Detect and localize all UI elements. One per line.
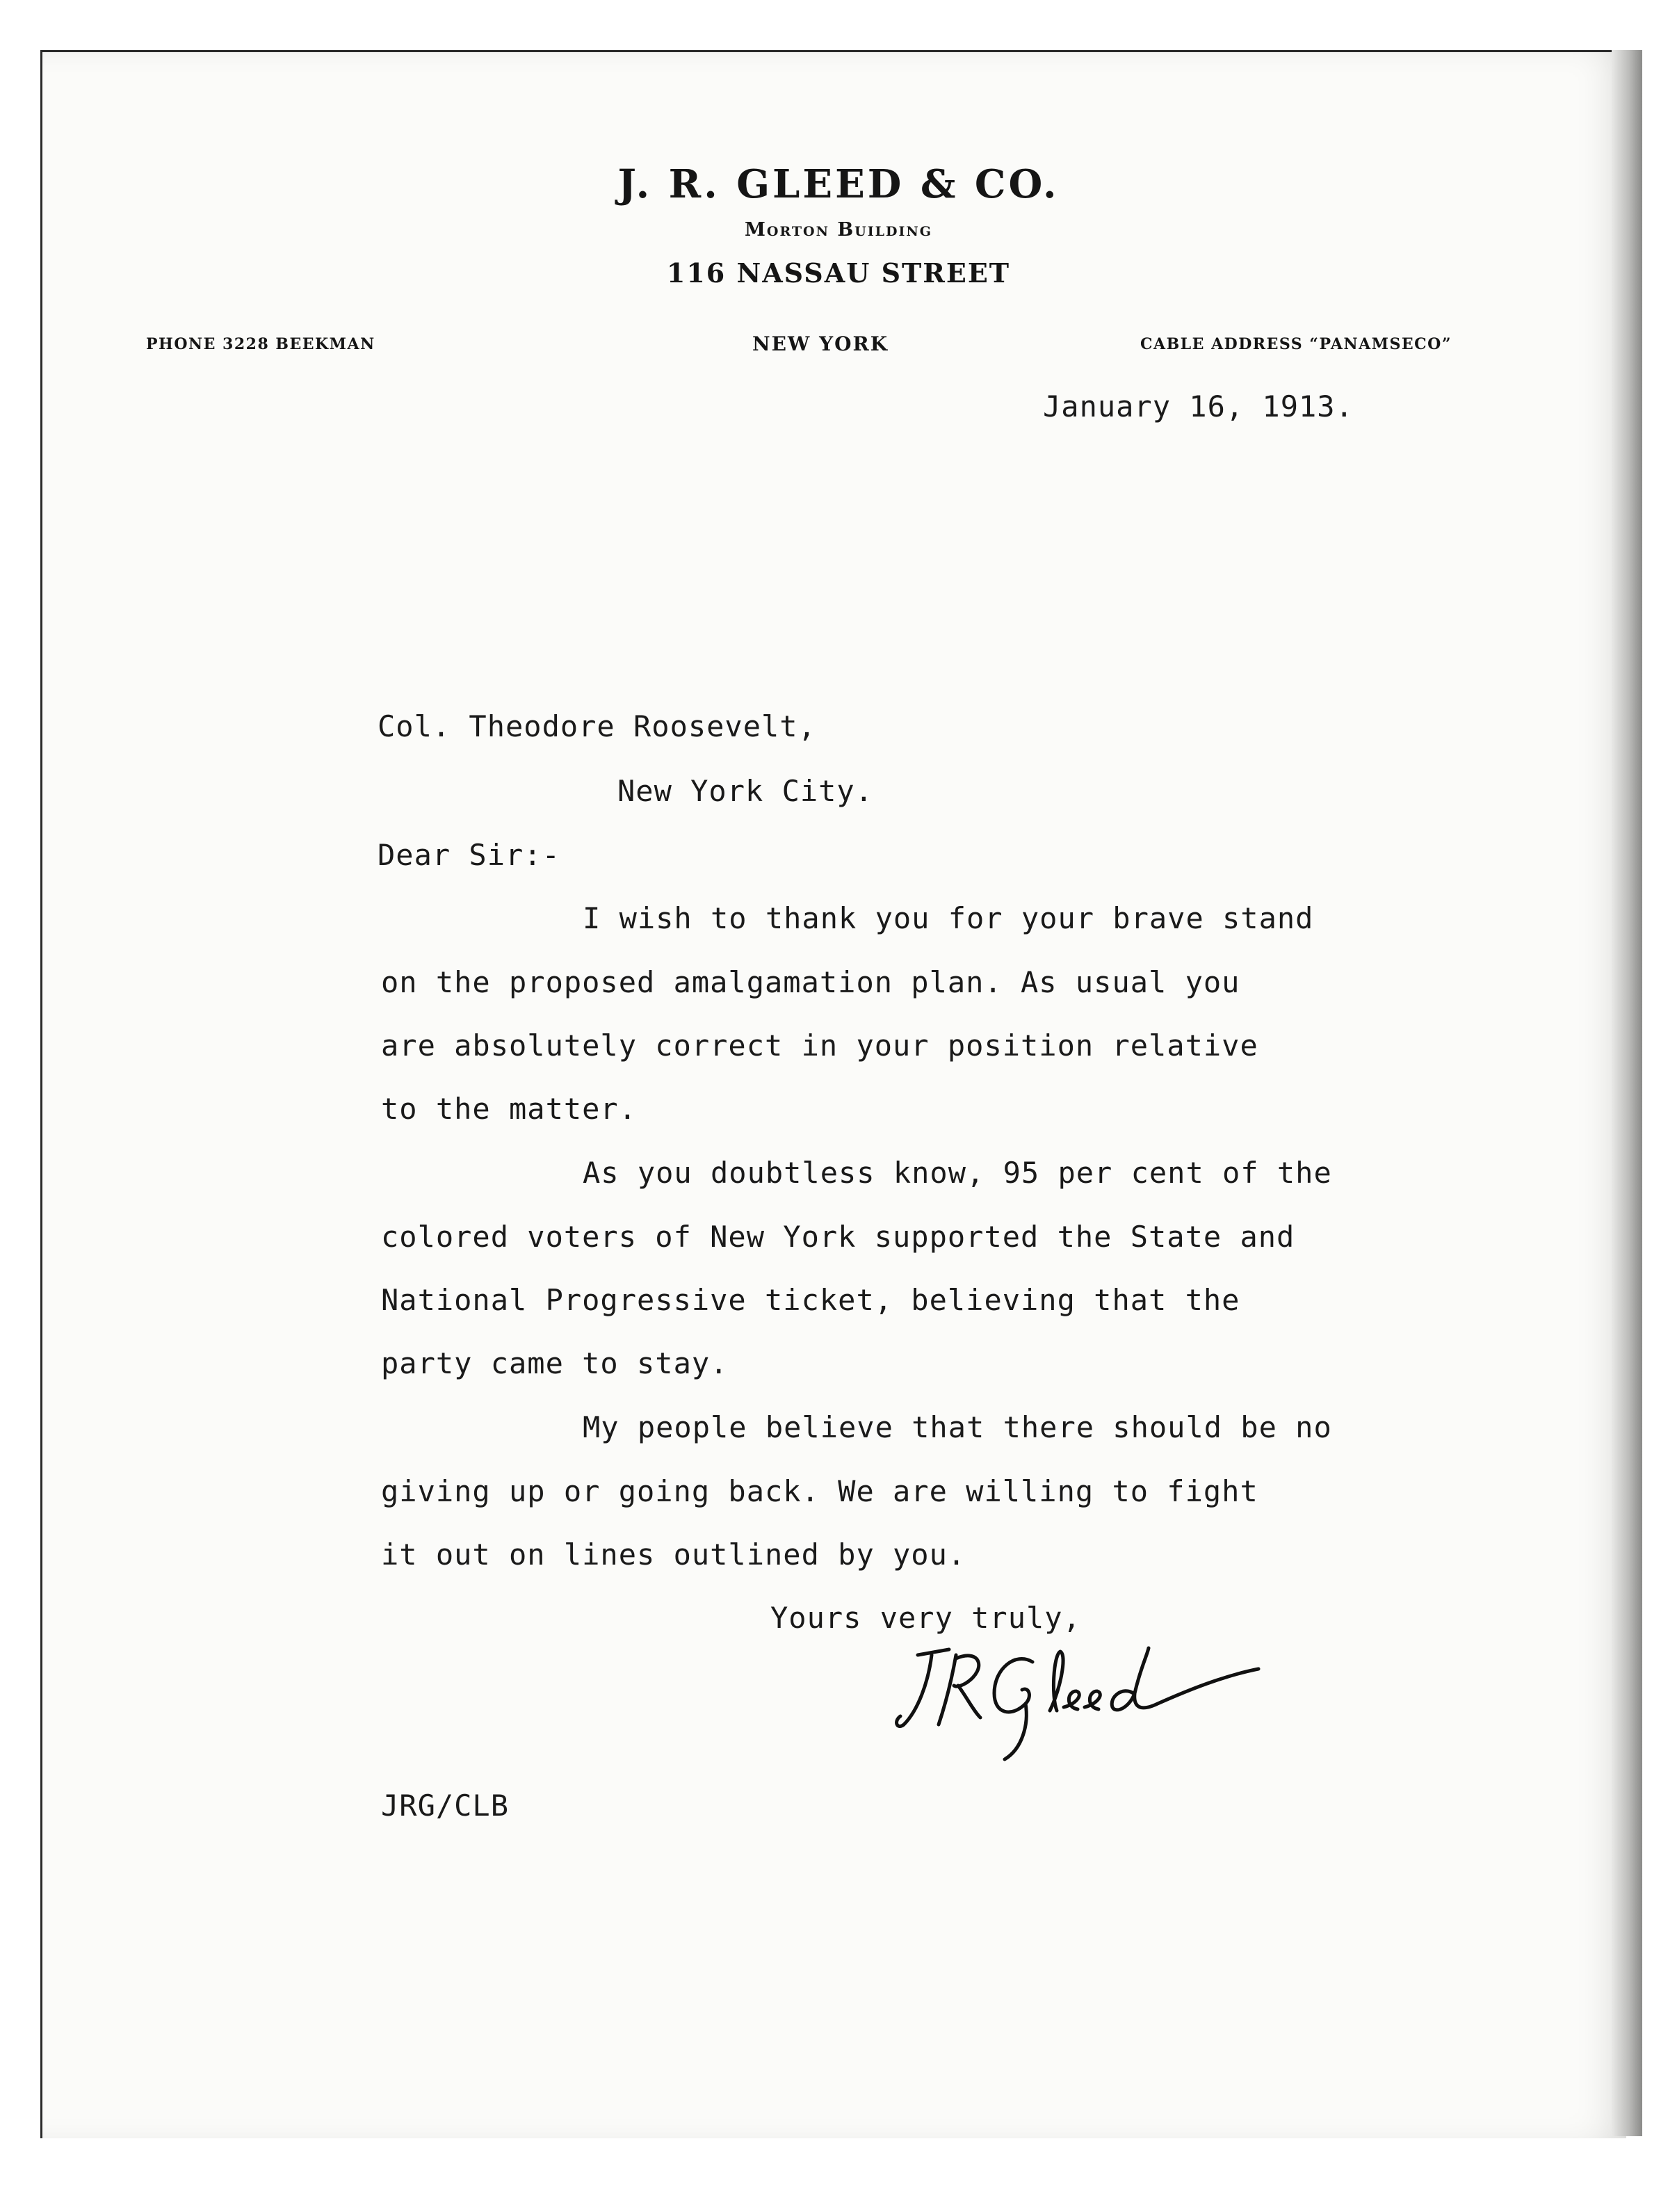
body-line: As you doubtless know, 95 per cent of the [583, 1156, 1332, 1190]
salutation: Dear Sir:- [378, 838, 560, 872]
letterhead-company: J. R. GLEED & CO. [617, 161, 1060, 207]
body-line: I wish to thank you for your brave stand [583, 901, 1314, 935]
body-line: National Progressive ticket, believing that the [381, 1283, 1240, 1317]
paper-edge-shadow [1612, 50, 1642, 2136]
body-line: it out on lines outlined by you. [381, 1537, 966, 1572]
body-line: party came to stay. [381, 1346, 729, 1380]
letterhead-city: NEW YORK [752, 332, 889, 355]
letter-date: January 16, 1913. [1043, 389, 1354, 423]
letterhead-building: Morton Building [745, 219, 932, 241]
body-line: on the proposed amalgamation plan. As usual you [381, 965, 1240, 999]
letterhead-street: 116 NASSAU STREET [666, 257, 1011, 289]
letterhead-cable-address: CABLE ADDRESS “PANAMSECO” [1140, 335, 1452, 353]
body-line: are absolutely correct in your position relative [381, 1028, 1258, 1063]
body-line: to the matter. [381, 1092, 638, 1126]
handwritten-signature [890, 1627, 1279, 1766]
closing: Yours very truly, [770, 1601, 1081, 1635]
recipient-name: Col. Theodore Roosevelt, [378, 709, 816, 743]
letterhead-phone: PHONE 3228 BEEKMAN [146, 335, 375, 353]
body-line: giving up or going back. We are willing to fight [381, 1474, 1258, 1508]
body-line: colored voters of New York supported the State and [381, 1220, 1295, 1254]
recipient-city: New York City. [617, 774, 874, 808]
body-line: My people believe that there should be no [583, 1410, 1332, 1444]
letter-paper [40, 50, 1626, 2138]
typist-initials: JRG/CLB [381, 1789, 510, 1823]
